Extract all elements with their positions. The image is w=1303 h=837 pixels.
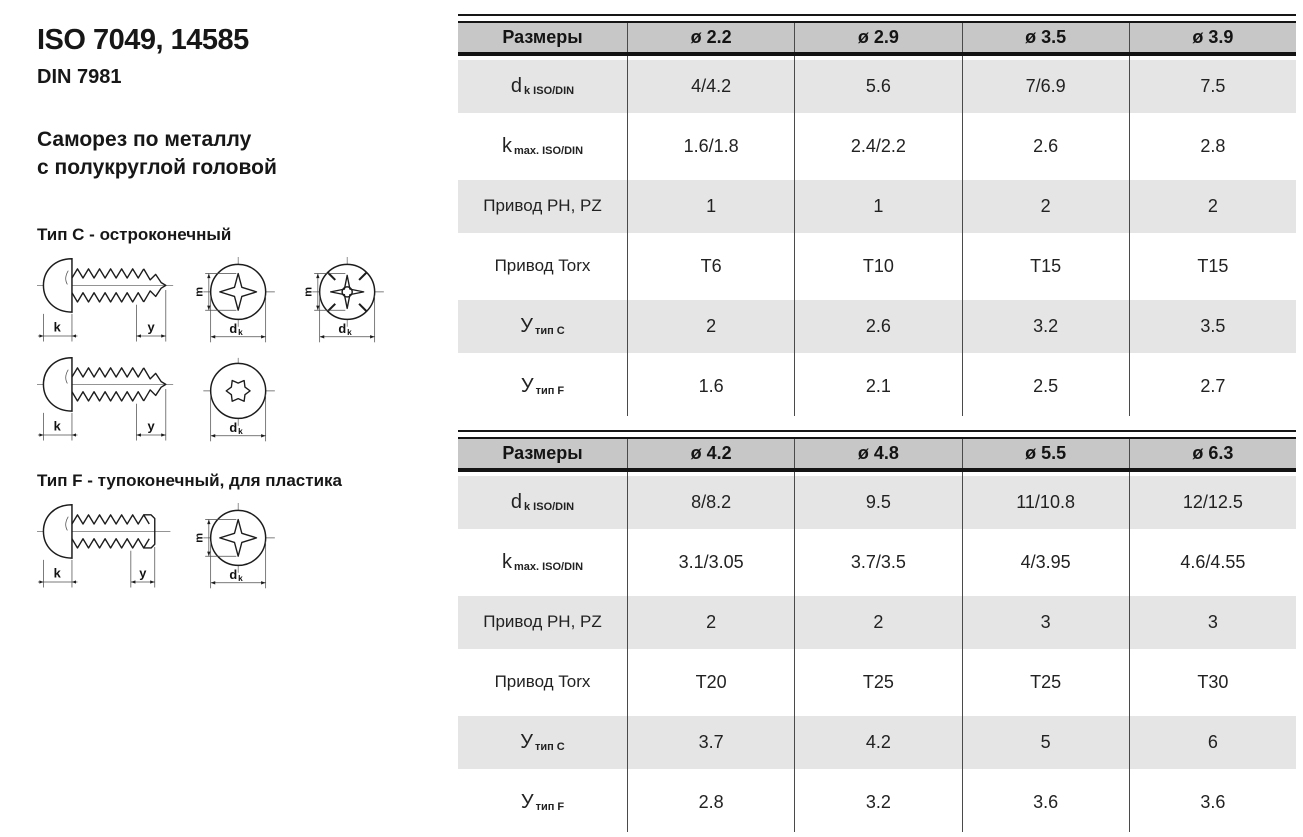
- value-drive-torx-col3: T25: [963, 652, 1130, 712]
- table-row-y-type-c: [458, 296, 1296, 356]
- value-drive-ph-pz-col3: 3: [963, 592, 1130, 652]
- type-c-heading: Тип C - остроконечный: [37, 225, 232, 245]
- dim-dk-label: d: [229, 420, 238, 436]
- row-label-subscript: тип C: [534, 325, 565, 337]
- value-drive-ph-pz-col4: 2: [1207, 195, 1218, 216]
- row-label-subscript: k ISO/DIN: [524, 85, 575, 97]
- value-drive-torx-col2: T10: [795, 236, 962, 296]
- value-kmax-col3: 4/3.95: [963, 532, 1130, 592]
- value-y-type-f-col4: 2.7: [1200, 375, 1226, 396]
- row-label-y-type-c: [458, 712, 628, 772]
- row-label-main: Привод Torx: [494, 256, 591, 275]
- dimensions-table-1: [458, 14, 1296, 416]
- value-dk-col2: 5.6: [795, 56, 962, 116]
- value-kmax-col4: 2.8: [1200, 135, 1226, 156]
- table-row-dk: [458, 472, 1296, 532]
- table-row-drive-ph-pz: [458, 592, 1296, 652]
- value-drive-ph-pz-col4: 3: [1207, 611, 1218, 632]
- drawing-type-c-torx: [37, 352, 447, 449]
- value-dk-col4: 7.5: [1200, 75, 1226, 96]
- torx-head-view-icon: [185, 352, 284, 449]
- header-diameter-4: ø 6.3: [1192, 443, 1234, 463]
- screw-side-view-pointed-icon: [37, 253, 175, 350]
- table-header-row: [458, 21, 1296, 56]
- value-y-type-c-col1: 2: [628, 296, 795, 356]
- dim-y-label: y: [147, 319, 155, 335]
- value-y-type-f-col4: 3.6: [1200, 791, 1226, 812]
- row-label-main: d: [510, 74, 522, 97]
- type-f-heading: Тип F - тупоконечный, для пластика: [37, 471, 342, 491]
- value-drive-ph-pz-col2: 2: [795, 592, 962, 652]
- tables-panel: [458, 14, 1296, 832]
- dim-m-label: m: [193, 287, 206, 298]
- row-label-subscript: тип C: [534, 741, 565, 753]
- dim-dk-label: d: [229, 321, 238, 337]
- table-row-y-type-f: [458, 356, 1296, 416]
- value-dk-col3: 11/10.8: [963, 472, 1130, 532]
- value-drive-ph-pz-col1: 2: [628, 592, 795, 652]
- table-row-y-type-c: [458, 712, 1296, 772]
- row-label-main: Привод PH, PZ: [483, 196, 602, 215]
- row-label-main: k: [501, 134, 512, 157]
- value-y-type-c-col2: 4.2: [795, 712, 962, 772]
- dim-m-label: m: [193, 533, 206, 544]
- table-row-kmax: [458, 116, 1296, 176]
- row-label-main: Привод PH, PZ: [483, 612, 602, 631]
- value-dk-col3: 7/6.9: [963, 56, 1130, 116]
- table-row-drive-torx: [458, 652, 1296, 712]
- value-drive-ph-pz-col2: 1: [795, 176, 962, 236]
- value-drive-ph-pz-col1: 1: [628, 176, 795, 236]
- value-drive-ph-pz-col3: 2: [963, 176, 1130, 236]
- header-sizes-label: Размеры: [458, 439, 628, 468]
- page-title: ISO 7049, 14585: [37, 24, 249, 56]
- phillips-head-view-icon: [185, 253, 284, 350]
- value-y-type-c-col1: 3.7: [628, 712, 795, 772]
- value-kmax-col3: 2.6: [963, 116, 1130, 176]
- dim-k-label: k: [53, 418, 61, 434]
- header-sizes-label: Размеры: [458, 23, 628, 52]
- table-top-rule: [458, 14, 1296, 16]
- product-description: [37, 126, 447, 181]
- row-label-main: У: [520, 790, 534, 813]
- row-label-main: k: [501, 550, 512, 573]
- value-drive-torx-col2: T25: [795, 652, 962, 712]
- value-drive-torx-col4: T30: [1197, 671, 1229, 692]
- row-label-dk: [458, 472, 628, 532]
- value-y-type-f-col1: 1.6: [628, 356, 795, 416]
- row-label-main: Привод Torx: [494, 672, 591, 691]
- dim-dk-sub-label: k: [347, 328, 352, 338]
- dim-k-label: k: [53, 565, 61, 581]
- row-label-subscript: k ISO/DIN: [524, 501, 575, 513]
- value-y-type-f-col3: 3.6: [963, 772, 1130, 832]
- row-label-dk: [458, 56, 628, 116]
- value-y-type-c-col4: 3.5: [1200, 315, 1226, 336]
- header-diameter-2: ø 2.9: [795, 23, 962, 52]
- table-row-drive-torx: [458, 236, 1296, 296]
- dim-dk-sub-label: k: [238, 574, 243, 584]
- value-dk-col2: 9.5: [795, 472, 962, 532]
- row-label-drive-torx: [458, 236, 628, 296]
- dim-k-label: k: [53, 319, 61, 335]
- value-dk-col4: 12/12.5: [1182, 491, 1243, 512]
- table-row-drive-ph-pz: [458, 176, 1296, 236]
- value-y-type-c-col3: 5: [963, 712, 1130, 772]
- table-row-y-type-f: [458, 772, 1296, 832]
- value-y-type-f-col1: 2.8: [628, 772, 795, 832]
- row-label-drive-ph-pz: [458, 176, 628, 236]
- dim-dk-sub-label: k: [238, 427, 243, 437]
- value-kmax-col1: 3.1/3.05: [628, 532, 795, 592]
- dim-m-label: m: [302, 287, 315, 298]
- value-y-type-c-col3: 3.2: [963, 296, 1130, 356]
- row-label-kmax: [458, 532, 628, 592]
- row-label-subscript: тип F: [535, 385, 565, 397]
- description-line-2: с полукруглой головой: [37, 155, 277, 179]
- value-kmax-col1: 1.6/1.8: [628, 116, 795, 176]
- dimensions-table-2: [458, 430, 1296, 832]
- value-kmax-col4: 4.6/4.55: [1180, 551, 1246, 572]
- dim-dk-sub-label: k: [238, 328, 243, 338]
- dim-y-label: y: [139, 565, 147, 581]
- row-label-kmax: [458, 116, 628, 176]
- header-diameter-1: ø 2.2: [628, 23, 795, 52]
- row-label-subscript: max. ISO/DIN: [513, 145, 584, 157]
- header-diameter-2: ø 4.8: [795, 439, 962, 468]
- value-kmax-col2: 2.4/2.2: [795, 116, 962, 176]
- header-diameter-4: ø 3.9: [1192, 27, 1234, 47]
- value-dk-col1: 8/8.2: [628, 472, 795, 532]
- description-line-1: Саморез по металлу: [37, 128, 252, 151]
- value-y-type-f-col2: 3.2: [795, 772, 962, 832]
- screw-side-view-pointed-icon: [37, 352, 175, 449]
- table-top-rule: [458, 430, 1296, 432]
- dim-y-label: y: [147, 418, 155, 434]
- dim-dk-label: d: [229, 567, 238, 583]
- row-label-y-type-f: [458, 772, 628, 832]
- row-label-main: У: [520, 314, 533, 337]
- value-drive-torx-col3: T15: [963, 236, 1130, 296]
- dimension-tables: [458, 14, 1296, 832]
- row-label-drive-torx: [458, 652, 628, 712]
- row-label-y-type-f: [458, 356, 628, 416]
- row-label-main: У: [520, 374, 534, 397]
- value-y-type-c-col4: 6: [1207, 731, 1218, 752]
- value-y-type-f-col3: 2.5: [963, 356, 1130, 416]
- table-row-dk: [458, 56, 1296, 116]
- row-label-subscript: max. ISO/DIN: [513, 561, 584, 573]
- header-diameter-3: ø 3.5: [963, 23, 1130, 52]
- phillips-head-view-icon: [185, 499, 284, 596]
- row-label-main: d: [510, 490, 522, 513]
- screw-side-view-blunt-icon: [37, 499, 175, 596]
- drawing-type-f-ph: [37, 499, 447, 596]
- row-label-drive-ph-pz: [458, 592, 628, 652]
- table-row-kmax: [458, 532, 1296, 592]
- row-label-y-type-c: [458, 296, 628, 356]
- value-drive-torx-col1: T6: [628, 236, 795, 296]
- pozidriv-head-view-icon: [294, 253, 393, 350]
- value-drive-torx-col1: T20: [628, 652, 795, 712]
- left-panel: [37, 24, 447, 596]
- value-kmax-col2: 3.7/3.5: [795, 532, 962, 592]
- header-diameter-3: ø 5.5: [963, 439, 1130, 468]
- row-label-main: У: [520, 730, 533, 753]
- header-diameter-1: ø 4.2: [628, 439, 795, 468]
- row-label-subscript: тип F: [535, 801, 565, 813]
- page-subtitle: DIN 7981: [37, 66, 122, 88]
- value-y-type-f-col2: 2.1: [795, 356, 962, 416]
- value-drive-torx-col4: T15: [1197, 255, 1229, 276]
- drawing-type-c-ph-pz: [37, 253, 447, 350]
- value-y-type-c-col2: 2.6: [795, 296, 962, 356]
- dim-dk-label: d: [338, 321, 347, 337]
- value-dk-col1: 4/4.2: [628, 56, 795, 116]
- table-header-row: [458, 437, 1296, 472]
